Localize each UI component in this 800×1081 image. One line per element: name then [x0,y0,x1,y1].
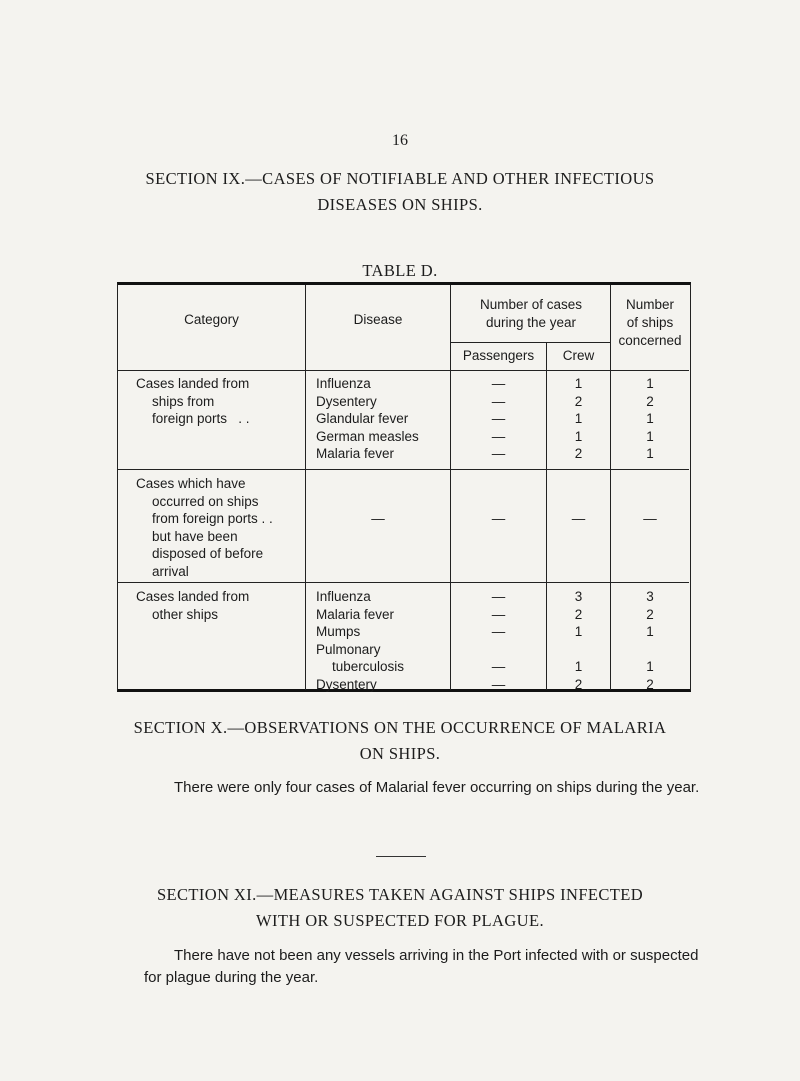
group3-diseases [316,588,450,693]
ships-count: — [643,511,657,526]
section-10-heading [0,715,800,767]
passenger-count: — [491,428,506,444]
disease: Malaria fever [316,446,395,461]
ships-count [611,641,689,659]
header-ships [611,296,689,350]
passenger-count: — [491,411,506,426]
group3-ships [611,588,689,693]
row-divider [118,582,689,583]
ships-count: 1 [646,446,654,461]
table-caption: TABLE D. [362,261,438,280]
category-line: from foreign ports . . [152,511,273,526]
group2-ships [611,510,689,528]
ships-count: 1 [646,376,654,391]
disease: — [371,511,385,526]
ships-count: 1 [646,624,654,639]
crew-count: 2 [574,676,583,692]
passenger-count: — [491,589,506,604]
section-11-body: There have not been any vessels arriving in the Port infected with or suspected for plague during the year. [144,947,699,986]
passenger-count: — [491,624,506,639]
ships-count: 1 [646,659,654,674]
passenger-count: — [491,676,506,692]
passenger-count [451,641,546,659]
group3-category [136,588,304,623]
passenger-count: — [491,393,506,409]
disease: tuberculosis [332,659,405,674]
passenger-count: — [491,606,506,622]
group3-passengers [451,588,546,693]
ships-count: 3 [646,589,654,604]
crew-count: 2 [574,446,583,461]
category-line: Cases landed from [136,376,250,391]
crew-count: 2 [574,606,583,622]
disease: Dysentery [316,676,377,692]
crew-count [547,641,610,659]
group2-crew [547,510,610,528]
crew-count: 3 [574,589,583,604]
group1-diseases [316,375,450,463]
crew-count: 1 [574,376,583,391]
category-line: Cases landed from [136,589,250,604]
row-divider [118,370,689,371]
crew-count: 1 [574,411,583,426]
header-ships-line1: Number [625,297,674,312]
crew-count: 1 [574,624,583,639]
ships-count: 2 [646,393,654,409]
ships-count: 2 [646,676,654,692]
row-divider [118,469,689,470]
header-category: Category [184,312,239,327]
category-line: foreign ports . . [152,411,250,426]
section-11-title-line2: WITH OR SUSPECTED FOR PLAGUE. [256,911,544,930]
passenger-count: — [491,376,506,391]
category-line: disposed of before [152,546,264,561]
ships-count: 2 [646,606,654,622]
section-9-heading [0,166,800,218]
section-11-title-line1: SECTION XI.—MEASURES TAKEN AGAINST SHIPS INFECTED [156,885,644,904]
section-9-title-line2: DISEASES ON SHIPS. [317,195,483,214]
ships-count: 1 [646,428,654,444]
group1-category [136,375,304,428]
disease: Glandular fever [316,411,409,426]
crew-count: — [571,511,586,526]
section-9-title-line1: SECTION IX.—CASES OF NOTIFIABLE AND OTHER INFECTIOUS [145,169,655,188]
category-line: but have been [152,528,238,544]
section-11-heading [0,882,800,934]
disease: Influenza [316,589,371,604]
crew-count: 1 [574,659,583,674]
header-ships-line2: of ships [626,315,674,330]
header-ships-line3: concerned [618,333,682,348]
disease: Mumps [316,624,361,639]
crew-count: 1 [574,428,583,444]
section-divider [376,856,426,857]
ships-count: 1 [646,411,654,426]
category-line: ships from [152,393,215,409]
category-line: other ships [152,606,219,622]
group1-crew [547,375,610,463]
header-cases [451,296,611,332]
category-line: Cases which have [136,476,246,491]
group2-category [136,475,304,580]
disease: Influenza [316,376,371,391]
disease: Dysentery [316,393,377,409]
group1-ships [611,375,689,463]
header-passengers: Passengers [462,348,535,363]
section-10-body: There were only four cases of Malarial fever occurring on ships during the year. [174,779,700,796]
header-disease: Disease [353,312,403,327]
group3-crew [547,588,610,693]
header-cases-line2: during the year [485,315,577,330]
group2-passengers [451,510,546,528]
page-number: 16 [392,132,408,149]
passenger-count: — [491,446,506,461]
group2-diseases [306,510,450,528]
passenger-count: — [491,659,506,674]
group1-passengers [451,375,546,463]
row-divider [450,342,610,343]
passenger-count: — [491,511,506,526]
table-d [117,282,691,692]
section-10-title-line1: SECTION X.—OBSERVATIONS ON THE OCCURRENCE OF MALARIA [133,718,667,737]
disease: Malaria fever [316,606,395,622]
disease: Pulmonary [316,641,381,657]
header-cases-line1: Number of cases [479,297,583,312]
column-divider [305,285,306,690]
category-line: arrival [152,563,189,579]
disease: German measles [316,428,419,444]
category-line: occurred on ships [152,493,259,509]
header-crew: Crew [562,348,595,363]
section-10-title-line2: ON SHIPS. [359,744,441,763]
crew-count: 2 [574,393,583,409]
